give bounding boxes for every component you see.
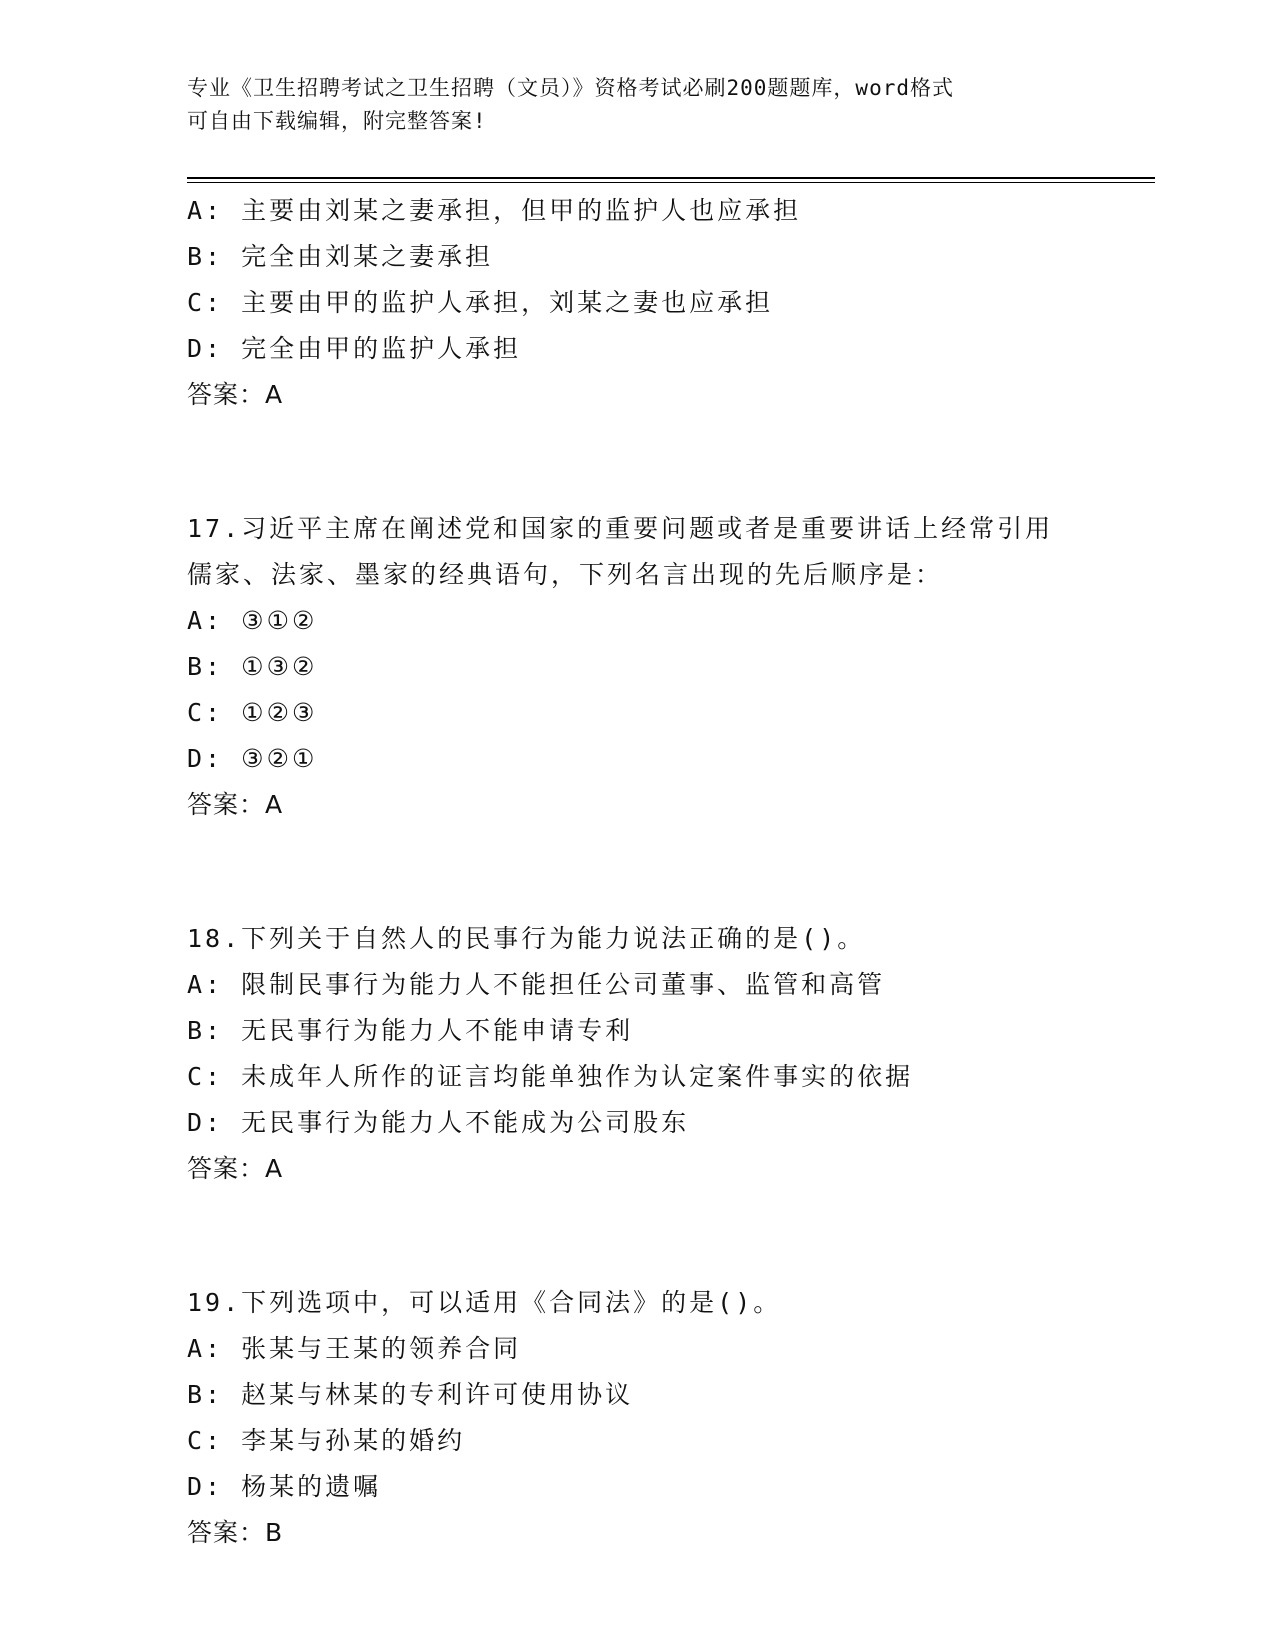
option-c: C: 李某与孙某的婚约	[187, 1426, 466, 1455]
header-divider-thick	[187, 177, 1155, 179]
answer: 答案：B	[187, 1518, 284, 1547]
option-a: A: 主要由刘某之妻承担，但甲的监护人也应承担	[187, 196, 802, 225]
header-divider-thin	[187, 182, 1155, 183]
answer: 答案：A	[187, 380, 284, 409]
document-header	[187, 72, 1067, 138]
option-c: C: 未成年人所作的证言均能单独作为认定案件事实的依据	[187, 1062, 914, 1091]
option-d: D: 完全由甲的监护人承担	[187, 334, 522, 363]
option-d: D: 杨某的遗嘱	[187, 1472, 382, 1501]
option-b: B: ①③②	[187, 652, 318, 681]
question-stem: 17.习近平主席在阐述党和国家的重要问题或者是重要讲话上经常引用	[187, 514, 1054, 543]
question-list	[187, 188, 1147, 1556]
option-b: B: 无民事行为能力人不能申请专利	[187, 1016, 634, 1045]
option-c: C: 主要由甲的监护人承担，刘某之妻也应承担	[187, 288, 774, 317]
option-c: C: ①②③	[187, 698, 318, 727]
option-a: A: 张某与王某的领养合同	[187, 1334, 522, 1363]
question-stem: 19.下列选项中，可以适用《合同法》的是()。	[187, 1288, 782, 1317]
option-d: D: 无民事行为能力人不能成为公司股东	[187, 1108, 690, 1137]
option-a: A: 限制民事行为能力人不能担任公司董事、监管和高管	[187, 970, 886, 999]
header-line-2: 可自由下载编辑，附完整答案!	[187, 109, 487, 133]
question-19	[187, 1280, 1147, 1556]
answer: 答案：A	[187, 1154, 284, 1183]
question-17	[187, 506, 1147, 828]
option-b: B: 完全由刘某之妻承担	[187, 242, 494, 271]
question-stem: 18.下列关于自然人的民事行为能力说法正确的是()。	[187, 924, 866, 953]
option-a: A: ③①②	[187, 606, 318, 635]
question-stem-continued: 儒家、法家、墨家的经典语句，下列名言出现的先后顺序是：	[187, 560, 944, 589]
header-line-1: 专业《卫生招聘考试之卫生招聘（文员）》资格考试必刷200题题库，word格式	[187, 76, 954, 100]
option-b: B: 赵某与林某的专利许可使用协议	[187, 1380, 634, 1409]
option-d: D: ③②①	[187, 744, 318, 773]
question-16	[187, 188, 1147, 418]
question-18	[187, 916, 1147, 1192]
answer: 答案：A	[187, 790, 284, 819]
